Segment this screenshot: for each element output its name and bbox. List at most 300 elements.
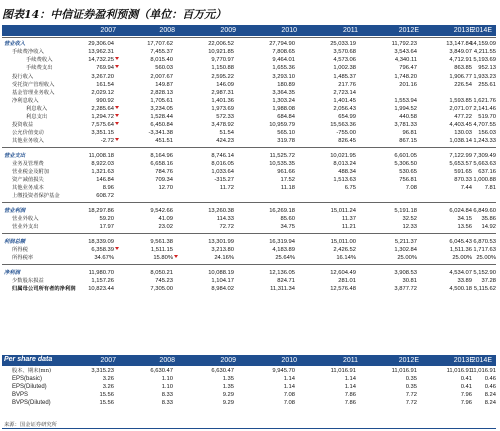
table-cell: 3,877.72 <box>394 286 417 292</box>
table-cell: 1,150.88 <box>211 65 234 71</box>
divider <box>2 37 496 38</box>
row-label: 资产减值损失 <box>12 177 44 183</box>
table-cell: 5,663.63 <box>473 161 496 167</box>
table-cell: 6,849.60 <box>473 208 496 214</box>
table-cell: 2,723.14 <box>333 90 356 96</box>
table-cell: 51.54 <box>219 130 234 136</box>
table-cell: 25,033.19 <box>330 41 356 47</box>
table-cell: 37.28 <box>481 278 496 284</box>
divider <box>2 147 496 148</box>
table-cell <box>300 192 356 200</box>
row-label: 利润总额 <box>4 239 26 245</box>
table-cell: 1,553.94 <box>394 98 417 104</box>
row-label: EPS(Diluted) <box>12 384 47 390</box>
table-cell: 11,016.91 <box>470 368 496 374</box>
table-cell: 201.16 <box>399 82 417 88</box>
table-cell: 1,994.52 <box>394 106 417 112</box>
table-cell <box>117 192 173 200</box>
table-cell: 16,319.94 <box>269 239 295 245</box>
table-cell: 33.89 <box>457 278 472 284</box>
year-header: 2011 <box>342 27 358 34</box>
table-row <box>2 269 496 277</box>
table-cell: 7.08 <box>283 400 295 406</box>
table-cell: 255.61 <box>478 82 496 88</box>
table-cell: 654.99 <box>338 114 356 120</box>
table-row <box>2 391 496 399</box>
table-cell: 11.21 <box>341 224 356 230</box>
table-cell: 319.78 <box>277 138 295 144</box>
table-row <box>2 367 496 375</box>
table-cell: 9,770.97 <box>211 57 234 63</box>
table-cell: 11.37 <box>341 216 356 222</box>
table-cell: 1,157.26 <box>91 278 114 284</box>
table-cell: 4,403.45 <box>449 122 472 128</box>
table-cell: 217.76 <box>338 82 356 88</box>
table-cell: 13.56 <box>457 224 472 230</box>
table-cell: 4,534.07 <box>449 270 472 276</box>
comment-flag-icon <box>115 57 119 60</box>
table-cell <box>440 192 496 200</box>
table-cell: 1,033.64 <box>211 169 234 175</box>
comment-flag-icon <box>115 247 119 250</box>
table-cell <box>239 192 295 200</box>
table-cell: 1.10 <box>161 376 173 382</box>
table-cell: 8,164.96 <box>150 153 173 159</box>
table-cell: 1.35 <box>222 376 234 382</box>
table-cell: 11,980.70 <box>88 270 114 276</box>
table-cell: 9,464.01 <box>272 57 295 63</box>
row-label: 净利息收入 <box>12 98 39 104</box>
table-cell: 9.29 <box>222 400 234 406</box>
table-cell: 8,013.24 <box>333 161 356 167</box>
table-cell: 6,630.47 <box>211 368 234 374</box>
table-cell: 451.51 <box>155 138 173 144</box>
row-label: 所得税 <box>12 247 28 253</box>
table-cell: 3,908.53 <box>394 270 417 276</box>
table-cell: -2.72 <box>100 138 114 144</box>
table-cell: 5,211.37 <box>394 239 417 245</box>
table-row <box>2 207 496 215</box>
row-label: 利息支出 <box>26 114 48 120</box>
table-cell: 7,455.37 <box>150 49 173 55</box>
row-label: BVPS(Diluted) <box>12 400 51 406</box>
table-cell: 7.08 <box>283 392 295 398</box>
table-cell: 10,823.44 <box>88 286 114 292</box>
table-cell: 1,321.63 <box>91 169 114 175</box>
table-cell <box>440 89 496 97</box>
table-cell: 14.92 <box>481 224 496 230</box>
table-cell: 1,002.38 <box>333 65 356 71</box>
table-cell: 745.23 <box>155 278 173 284</box>
table-cell: 11,016.91 <box>446 368 472 374</box>
year-header: 2013E <box>453 27 474 34</box>
table-cell: 2,056.43 <box>333 106 356 112</box>
table-cell: 1,973.69 <box>211 106 234 112</box>
table-cell: 35.86 <box>481 216 496 222</box>
table-cell: 1,401.36 <box>211 98 234 104</box>
table-cell: 8.33 <box>161 392 173 398</box>
row-label: 营业外收入 <box>12 216 39 222</box>
table-cell: 4,712.91 <box>449 57 472 63</box>
bottom-divider <box>2 428 496 429</box>
row-label: EPS(basic) <box>12 376 43 382</box>
table-cell: 709.34 <box>155 177 173 183</box>
table-cell: 1,988.08 <box>272 106 295 112</box>
table-cell: 3,543.64 <box>394 49 417 55</box>
table-cell: 5,115.62 <box>473 286 496 292</box>
table-cell: 10,921.85 <box>208 49 234 55</box>
table-cell: 1.14 <box>344 384 356 390</box>
table-cell: 34.67% <box>94 255 114 261</box>
source-note: 来源：国金证券研究所 <box>4 422 57 428</box>
year-header: 2009 <box>220 357 236 364</box>
table-cell: 2,828.13 <box>150 90 173 96</box>
table-cell: 0.35 <box>405 384 417 390</box>
table-cell: 990.92 <box>96 98 114 104</box>
table-cell: 96.81 <box>402 130 417 136</box>
table-cell: 7,575.64 <box>91 122 114 128</box>
table-cell: 11.18 <box>280 185 295 191</box>
table-cell: 784.76 <box>155 169 173 175</box>
table-cell: 4,707.55 <box>473 122 496 128</box>
table-row <box>2 254 496 262</box>
table-cell: 7.96 <box>460 392 472 398</box>
table-cell: 7.81 <box>484 185 496 191</box>
row-label: 公允价值变动 <box>12 130 44 136</box>
table-cell: 7.96 <box>460 400 472 406</box>
table-row <box>2 48 496 56</box>
table-cell: 85.60 <box>280 216 295 222</box>
table-cell: 1,104.17 <box>211 278 234 284</box>
table-cell: 23.02 <box>158 224 173 230</box>
table-cell: 3.26 <box>102 376 114 382</box>
table-cell: 10,088.19 <box>208 270 234 276</box>
table-cell: 2,029.12 <box>91 90 114 96</box>
table-row <box>2 81 496 89</box>
table-cell: 11,016.91 <box>330 368 356 374</box>
table-cell: 3,570.68 <box>333 49 356 55</box>
table-row <box>2 121 496 129</box>
table-cell: 1,705.61 <box>150 98 173 104</box>
row-label: 股本、期末(mn) <box>12 368 52 374</box>
table-cell: 424.23 <box>216 138 234 144</box>
year-header: 2012E <box>398 357 419 364</box>
table-cell: 32.52 <box>402 216 417 222</box>
table-cell: 6,450.84 <box>150 122 173 128</box>
table-cell: 12,604.49 <box>330 270 356 276</box>
table-cell: 25.64% <box>275 255 295 261</box>
table-cell: 18,297.86 <box>88 208 114 214</box>
table-cell: 952.13 <box>478 65 496 71</box>
table-cell: -755.00 <box>336 130 356 136</box>
divider <box>2 202 496 203</box>
table-cell: 5,306.50 <box>394 161 417 167</box>
table-cell: 756.81 <box>399 177 417 183</box>
table-cell: 6.75 <box>344 185 356 191</box>
table-cell: 1,303.24 <box>272 98 295 104</box>
table-cell: 684.84 <box>277 114 295 120</box>
table-cell: 7,808.65 <box>272 49 295 55</box>
row-label: 所得税率 <box>12 255 34 261</box>
table-cell: 2,141.46 <box>473 106 496 112</box>
table-cell: 4,500.18 <box>449 286 472 292</box>
divider <box>2 264 496 265</box>
table-cell: 519.70 <box>478 114 496 120</box>
table-cell: 4,183.89 <box>272 247 295 253</box>
row-label: 少数股东损益 <box>12 278 44 284</box>
table-cell: 130.03 <box>454 130 472 136</box>
table-cell: 0.41 <box>460 384 472 390</box>
table-cell: 3,315.23 <box>91 368 114 374</box>
table-row <box>2 238 496 246</box>
table-row <box>2 137 496 145</box>
year-header: 2011 <box>342 357 358 364</box>
table-cell: 1,621.76 <box>473 98 496 104</box>
table-row <box>2 113 496 121</box>
table-cell: 7.72 <box>405 400 417 406</box>
year-header: 2014E <box>471 27 492 34</box>
table-cell: 1,717.63 <box>473 247 496 253</box>
table-cell: 114.33 <box>216 216 234 222</box>
table-cell: 572.33 <box>216 114 234 120</box>
table-cell: 30.81 <box>402 278 417 284</box>
table-row <box>2 375 496 383</box>
year-header: 2012E <box>398 27 419 34</box>
table-cell: 1.14 <box>283 384 295 390</box>
table-cell: 10,959.79 <box>269 122 295 128</box>
table-cell: 591.65 <box>454 169 472 175</box>
table-cell: 1,038.14 <box>449 138 472 144</box>
table-cell: 1,906.77 <box>449 74 472 80</box>
table-cell: 5,653.57 <box>449 161 472 167</box>
table-cell: 11.72 <box>219 185 234 191</box>
year-header: 2010 <box>281 27 297 34</box>
table-cell: 18,339.09 <box>88 239 114 245</box>
table-cell: 608.72 <box>96 193 114 199</box>
table-cell: 180.89 <box>277 82 295 88</box>
table-cell: 3.26 <box>102 384 114 390</box>
table-row <box>2 277 496 285</box>
table-cell: 13,147.84 <box>446 41 472 47</box>
table-cell: 7.44 <box>460 185 472 191</box>
per-share-header-label: Per share data <box>4 356 53 363</box>
table-cell: 156.03 <box>478 130 496 136</box>
table-cell: 488.34 <box>338 169 356 175</box>
table-cell: 7,305.00 <box>150 286 173 292</box>
table-cell: 8,050.21 <box>150 270 173 276</box>
table-cell: 8.24 <box>484 392 496 398</box>
table-cell: 1.14 <box>344 376 356 382</box>
table-cell: 12.70 <box>158 185 173 191</box>
table-cell: 226.54 <box>454 82 472 88</box>
table-cell: 281.01 <box>338 278 356 284</box>
row-label: 业务及管理费 <box>12 161 44 167</box>
table-cell <box>361 192 417 200</box>
table-cell: 1,933.23 <box>473 74 496 80</box>
table-cell: 1,243.33 <box>473 138 496 144</box>
table-cell: 867.15 <box>399 138 417 144</box>
year-header: 2008 <box>159 357 175 364</box>
table-cell: 870.33 <box>454 177 472 183</box>
table-cell: 1,302.84 <box>394 247 417 253</box>
comment-flag-icon <box>115 65 119 68</box>
table-cell: 6,658.16 <box>150 161 173 167</box>
table-row <box>2 223 496 231</box>
table-cell: 11,792.23 <box>391 41 417 47</box>
table-cell: 7.72 <box>405 392 417 398</box>
table-cell: 15.56 <box>99 392 114 398</box>
table-cell: 637.16 <box>478 169 496 175</box>
row-label: 营业收入 <box>4 41 26 47</box>
table-row <box>2 215 496 223</box>
year-header: 2010 <box>281 357 297 364</box>
row-label: 其他业务成本 <box>12 185 44 191</box>
table-cell: 440.58 <box>399 114 417 120</box>
table-cell: 13,260.38 <box>208 208 234 214</box>
comment-flag-icon <box>174 255 178 258</box>
table-cell: 8.96 <box>102 185 114 191</box>
table-cell: 4,340.11 <box>394 57 417 63</box>
table-cell: 2,007.67 <box>150 74 173 80</box>
table-cell: 1,000.88 <box>473 177 496 183</box>
table-cell: 3,849.07 <box>449 49 472 55</box>
table-row <box>2 73 496 81</box>
table-row <box>2 184 496 192</box>
row-label: 手续费净收入 <box>12 49 44 55</box>
row-label: 投行收入 <box>12 74 34 80</box>
table-cell: 769.94 <box>96 65 114 71</box>
table-cell: 3,234.05 <box>150 106 173 112</box>
table-cell: 4,573.06 <box>333 57 356 63</box>
year-header: 2014E <box>471 357 492 364</box>
table-cell: 477.22 <box>454 114 472 120</box>
table-cell: 824.71 <box>277 278 295 284</box>
table-cell: 161.54 <box>96 82 114 88</box>
table-cell: 16.14% <box>336 255 356 261</box>
table-row <box>2 97 496 105</box>
table-cell: 1,294.72 <box>91 114 114 120</box>
table-cell: 17,707.62 <box>147 41 173 47</box>
table-cell: 15,011.24 <box>330 208 356 214</box>
table-cell: 9,542.66 <box>150 208 173 214</box>
table-cell: 3,364.35 <box>272 90 295 96</box>
row-label: 营业税金及附加 <box>12 169 50 175</box>
table-cell: 0.41 <box>460 376 472 382</box>
table-cell: 11,525.72 <box>269 153 295 159</box>
table-cell: 6,870.53 <box>473 239 496 245</box>
table-row <box>2 129 496 137</box>
table-cell: 0.46 <box>484 376 496 382</box>
table-cell: 34.15 <box>457 216 472 222</box>
table-cell: 25.00% <box>476 255 496 261</box>
row-label: 营业支出 <box>4 153 26 159</box>
table-cell: 22,006.52 <box>208 41 234 47</box>
table-cell: 13,962.31 <box>88 49 114 55</box>
table-cell: 6,024.84 <box>449 208 472 214</box>
table-title: 图表14：中信证券盈利预测（单位：百万元） <box>2 8 227 21</box>
table-row <box>2 160 496 168</box>
table-cell: 6,630.47 <box>150 368 173 374</box>
table-cell: 1.14 <box>283 376 295 382</box>
table-cell: 72.72 <box>219 224 234 230</box>
table-cell <box>178 192 234 200</box>
table-cell: 1.35 <box>222 384 234 390</box>
table-cell: -315.27 <box>214 177 234 183</box>
table-cell: 1,401.45 <box>333 98 356 104</box>
table-cell: 1,528.44 <box>150 114 173 120</box>
table-cell: 59.20 <box>99 216 114 222</box>
table-cell: 5,152.90 <box>473 270 496 276</box>
row-label: 上缴投资者保护基金 <box>12 193 60 199</box>
table-cell: 8,016.05 <box>211 161 234 167</box>
row-label: 基金管理业务收入 <box>12 90 55 96</box>
table-cell: 10,535.35 <box>269 161 295 167</box>
table-cell: 863.85 <box>454 65 472 71</box>
table-cell: 8,746.14 <box>211 153 234 159</box>
table-cell: 13,301.99 <box>208 239 234 245</box>
table-cell: 2,595.22 <box>211 74 234 80</box>
table-cell: 9.29 <box>222 392 234 398</box>
table-cell: 3,351.15 <box>91 130 114 136</box>
table-cell: 560.03 <box>155 65 173 71</box>
table-cell: 14,159.09 <box>470 41 496 47</box>
table-row <box>2 152 496 160</box>
table-cell: 25.00% <box>452 255 472 261</box>
row-label: BVPS <box>12 392 29 398</box>
divider <box>2 233 496 234</box>
table-cell: 2,285.64 <box>91 106 114 112</box>
table-cell: 7.86 <box>344 400 356 406</box>
table-cell: 3,781.33 <box>394 122 417 128</box>
table-row <box>2 383 496 391</box>
table-row <box>2 56 496 64</box>
row-label: 营业外支出 <box>12 224 39 230</box>
table-cell: 12,136.05 <box>269 270 295 276</box>
table-cell: 1,511.15 <box>150 247 173 253</box>
per-share-header-bar <box>2 355 496 366</box>
table-cell: 5,191.18 <box>394 208 417 214</box>
row-label: 其他业务收入 <box>12 138 44 144</box>
table-cell: 9,945.70 <box>272 368 295 374</box>
comment-flag-icon <box>115 114 119 117</box>
table-cell: 8,984.02 <box>211 286 234 292</box>
table-cell: 2,426.52 <box>333 247 356 253</box>
table-row <box>2 285 496 293</box>
table-row <box>2 40 496 48</box>
table-cell: 1,513.63 <box>333 177 356 183</box>
row-label: 营业利润 <box>4 208 26 214</box>
table-cell: 34.75 <box>280 224 295 230</box>
comment-flag-icon <box>115 106 119 109</box>
table-cell: 7.08 <box>405 185 417 191</box>
year-header: 2009 <box>220 27 236 34</box>
table-cell: 12,576.48 <box>330 286 356 292</box>
table-row <box>2 168 496 176</box>
table-cell: 1,593.85 <box>449 98 472 104</box>
table-cell: 1,511.36 <box>449 247 472 253</box>
table-cell: 3,478.92 <box>211 122 234 128</box>
table-cell: 8,015.40 <box>150 57 173 63</box>
table-cell: 41.09 <box>158 216 173 222</box>
table-cell: 15,011.00 <box>330 239 356 245</box>
table-row <box>2 89 496 97</box>
table-cell: 5,193.69 <box>473 57 496 63</box>
table-cell: 7.86 <box>344 392 356 398</box>
table-cell: 15,563.36 <box>330 122 356 128</box>
comment-flag-icon <box>115 122 119 125</box>
row-label: 投资收益 <box>12 122 34 128</box>
table-cell: 8.24 <box>484 400 496 406</box>
